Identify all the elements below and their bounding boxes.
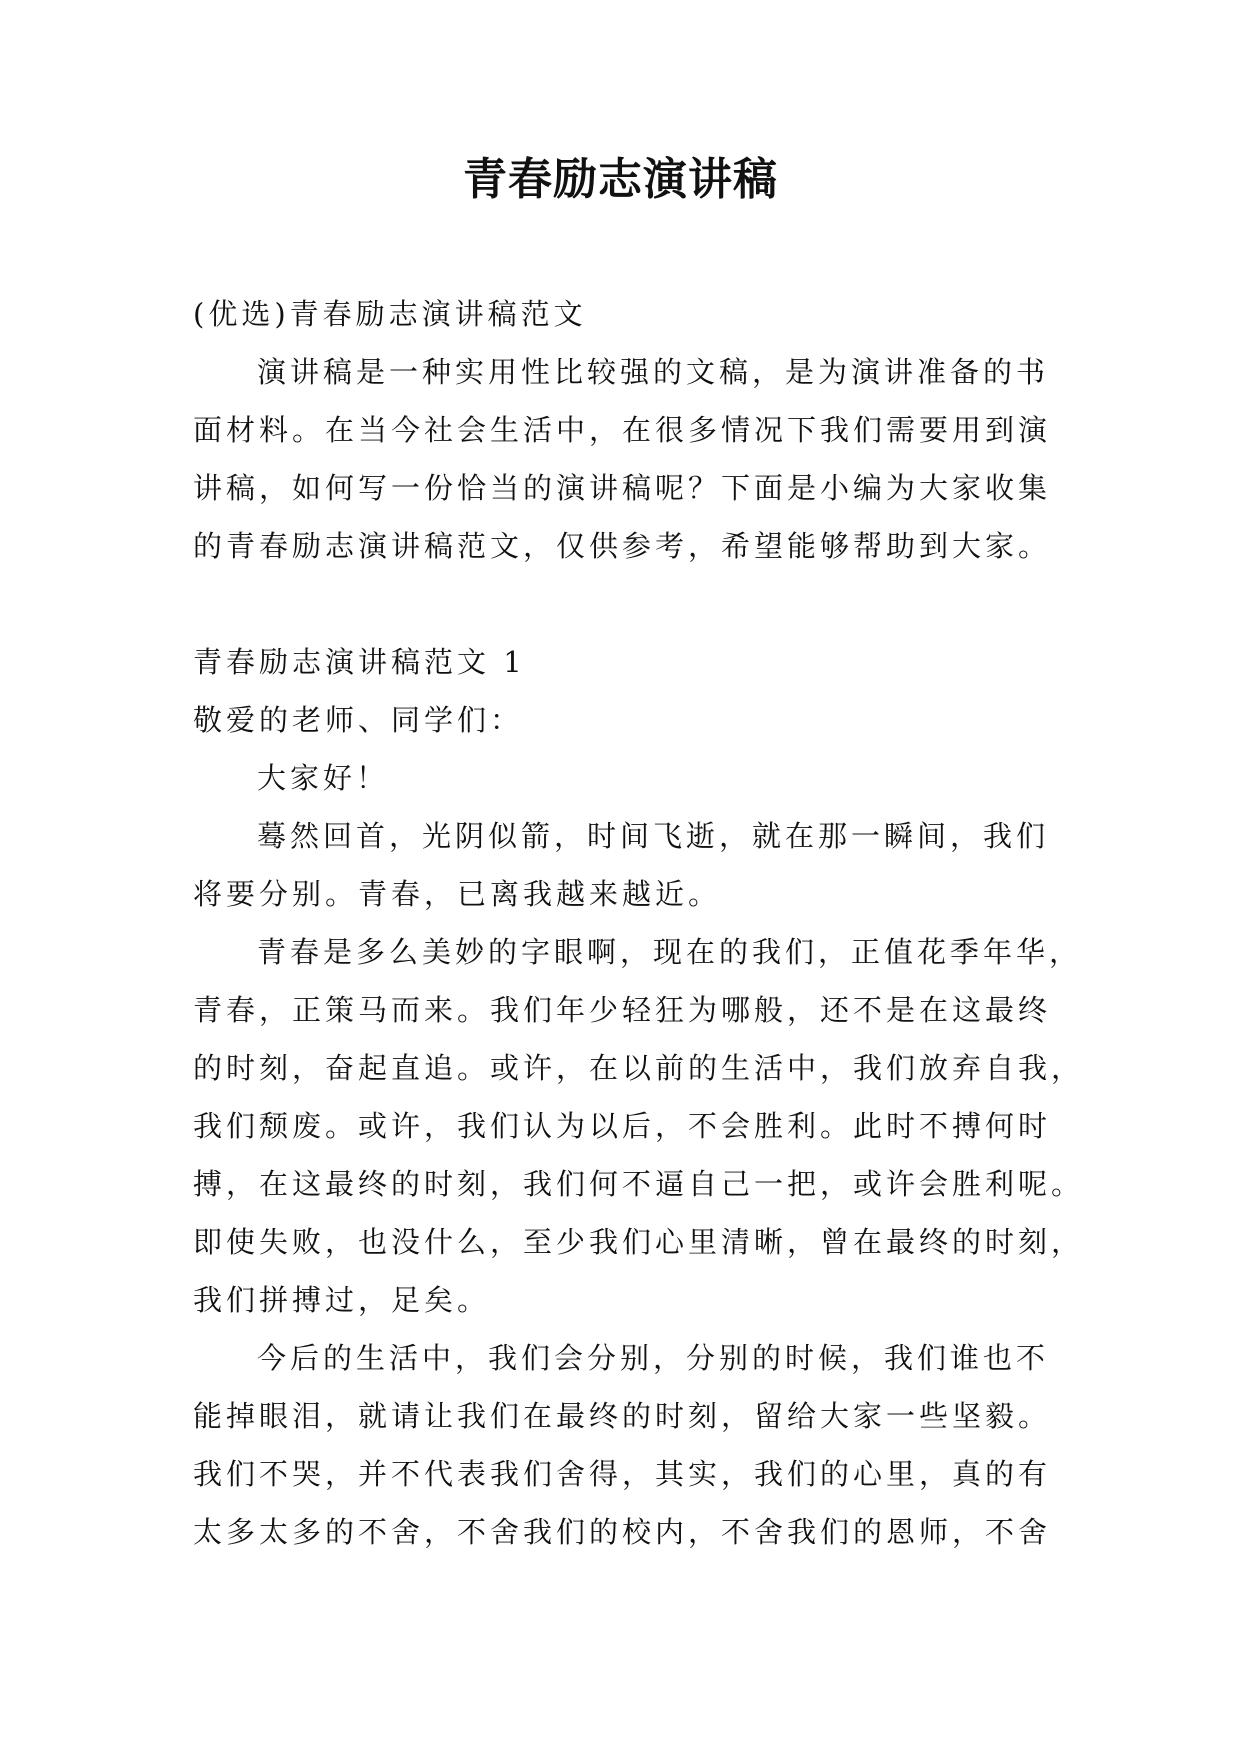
text-line: 讲稿，如何写一份恰当的演讲稿呢？下面是小编为大家收集 [193,471,1052,505]
text-line: 能掉眼泪，就请让我们在最终的时刻，留给大家一些坚毅。 [193,1399,1052,1433]
document-title: 青春励志演讲稿 [463,154,778,205]
text-line: 蓦然回首，光阴似箭，时间飞逝，就在那一瞬间，我们 [257,819,1050,853]
text-line: 青春是多么美妙的字眼啊，现在的我们，正值花季年华， [257,935,1083,969]
text-line: 我们不哭，并不代表我们舍得，其实，我们的心里，真的有 [193,1457,1052,1491]
text-line: 即使失败，也没什么，至少我们心里清晰，曾在最终的时刻， [193,1225,1085,1259]
text-line: 演讲稿是一种实用性比较强的文稿，是为演讲准备的书 [257,355,1050,389]
blank-line [193,575,1053,633]
text-line: 的时刻，奋起直追。或许，在以前的生活中，我们放弃自我， [193,1051,1085,1085]
text-line: 将要分别。青春，已离我越来越近。 [193,877,722,911]
text-line: 我们拼搏过，足矣。 [193,1283,491,1317]
text-line: 太多太多的不舍，不舍我们的校内，不舍我们的恩师，不舍 [193,1515,1052,1549]
text-line: 我们颓废。或许，我们认为以后，不会胜利。此时不搏何时 [193,1109,1052,1143]
text-line: 青春，正策马而来。我们年少轻狂为哪般，还不是在这最终 [193,993,1052,1027]
text-line: 青春励志演讲稿范文 1 [193,645,526,679]
text-line: 的青春励志演讲稿范文，仅供参考，希望能够帮助到大家。 [193,529,1052,563]
text-line: 搏，在这最终的时刻，我们何不逼自己一把，或许会胜利呢。 [193,1167,1085,1201]
text-line: (优选)青春励志演讲稿范文 [193,297,587,331]
text-line: 面材料。在当今社会生活中，在很多情况下我们需要用到演 [193,413,1052,447]
text-line: 大家好！ [257,761,390,795]
text-line: 今后的生活中，我们会分别，分别的时候，我们谁也不 [257,1341,1050,1375]
document-body [193,285,1085,1561]
text-line: 敬爱的老师、同学们： [193,703,524,737]
